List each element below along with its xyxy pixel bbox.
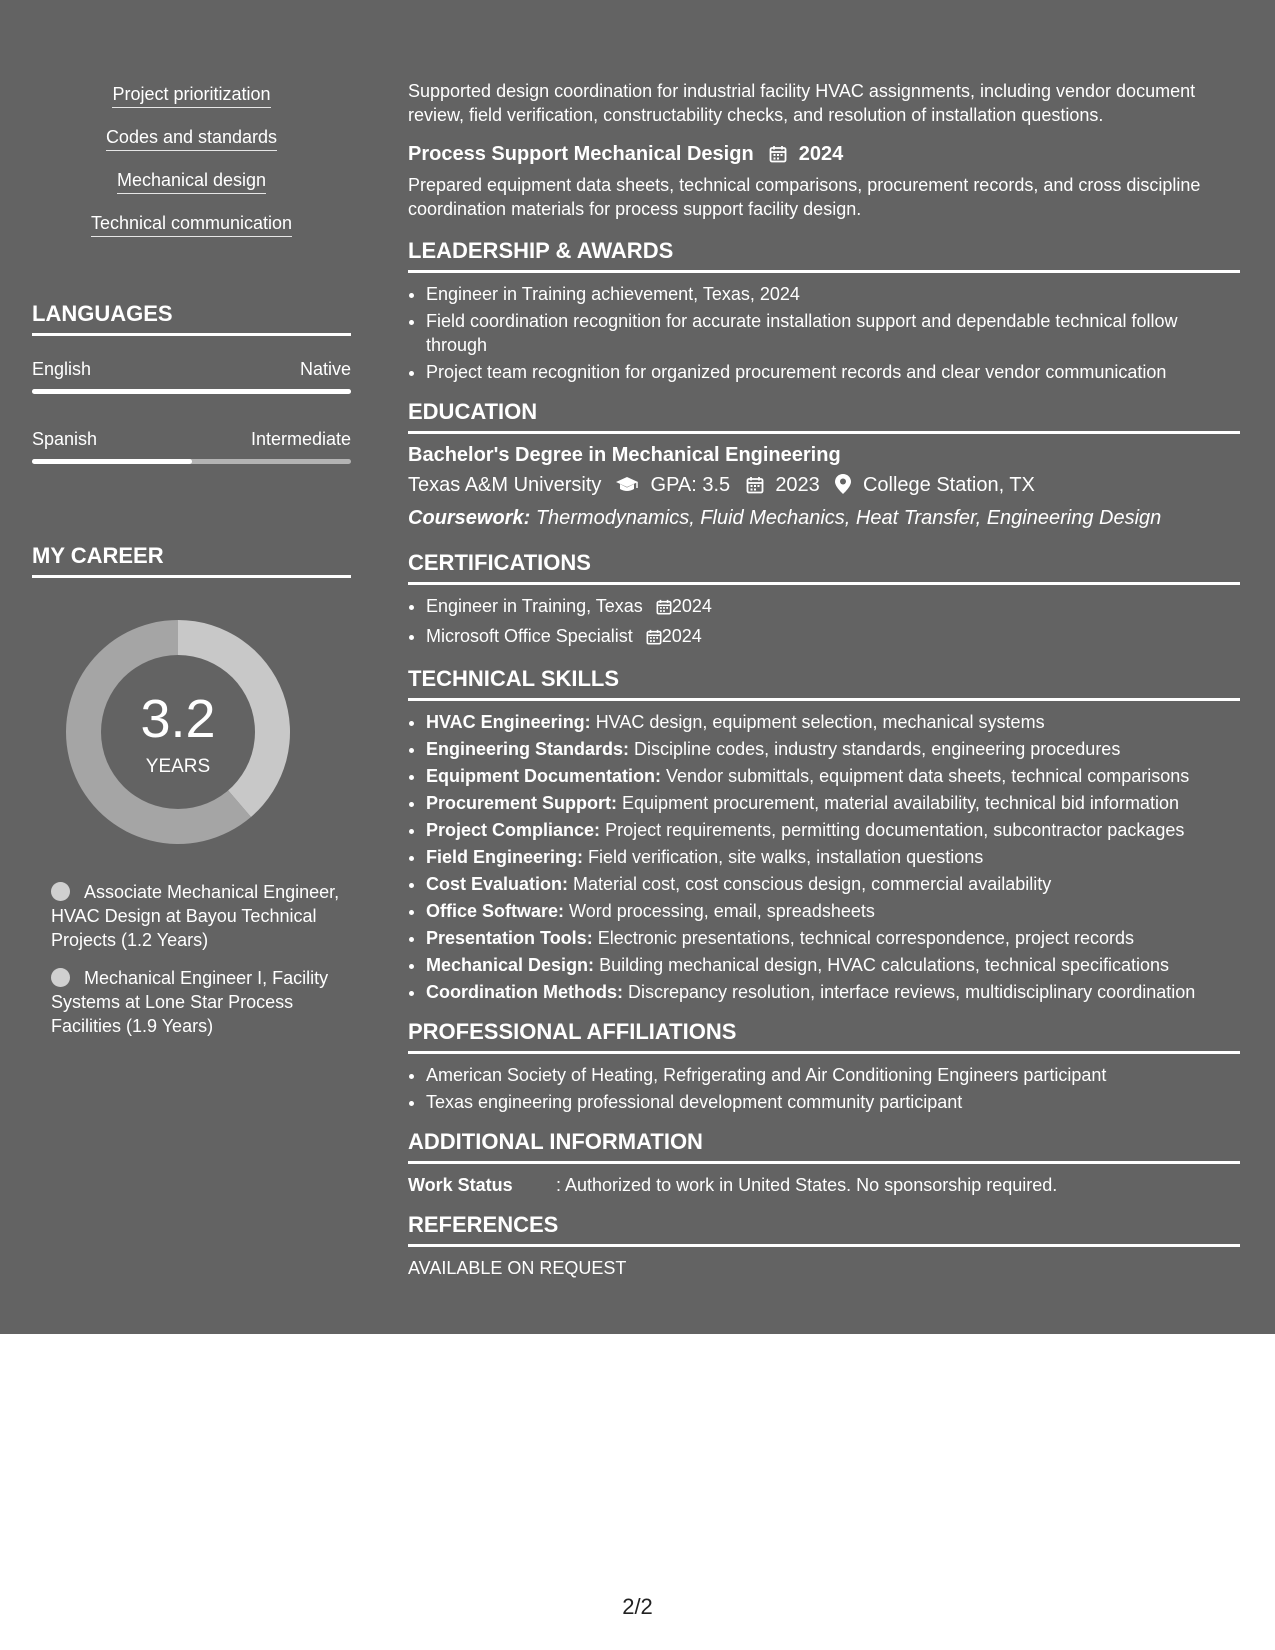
project-description: Prepared equipment data sheets, technical comparisons, procurement records, and cross discipline coordination materials for process support facility design.	[408, 175, 1201, 219]
list-item	[426, 737, 1240, 761]
skill-text: Discrepancy resolution, interface reviews, multidisciplinary coordination	[628, 982, 1196, 1002]
skill-tag: Project prioritization	[112, 84, 270, 108]
career-item-text: Associate Mechanical Engineer, HVAC Design at Bayou Technical Projects (1.2 Years)	[51, 882, 340, 950]
list-item	[426, 872, 1240, 896]
technical-skills-list	[408, 710, 1240, 1004]
skill-label: Presentation Tools:	[426, 928, 593, 948]
skill-text: Discipline codes, industry standards, engineering procedures	[634, 739, 1121, 759]
technical-skills-section	[408, 666, 1240, 1004]
skill-label: Engineering Standards:	[426, 739, 630, 759]
skill-label: Equipment Documentation:	[426, 766, 661, 786]
coursework	[408, 503, 1240, 533]
calendar-icon	[656, 597, 672, 621]
skill-label: Procurement Support:	[426, 793, 618, 813]
language-name: English	[32, 359, 92, 379]
skill-text: Electronic presentations, technical correspondence, project records	[597, 928, 1134, 948]
cert-name: Microsoft Office Specialist	[426, 626, 633, 646]
calendar-icon	[646, 627, 662, 651]
list-item	[426, 845, 1240, 869]
skill-label: Office Software:	[426, 901, 565, 921]
affiliations-list	[408, 1063, 1240, 1114]
additional-info-heading: ADDITIONAL INFORMATION	[408, 1129, 1240, 1164]
language-bar	[32, 459, 351, 464]
project-year: 2024	[798, 143, 844, 165]
location-pin-icon	[835, 473, 851, 503]
list-item: • Engineer in Training achievement, Texas, 2024	[426, 282, 1240, 306]
skill-tag: Technical communication	[91, 213, 292, 237]
education-heading: EDUCATION	[408, 399, 1240, 434]
skill-label: Cost Evaluation:	[426, 874, 569, 894]
project-title: Process Support Mechanical Design	[408, 143, 754, 165]
career-heading: MY CAREER	[32, 543, 351, 578]
skill-tag: Mechanical design	[117, 170, 266, 194]
skill-text: Building mechanical design, HVAC calculations, technical specifications	[599, 955, 1170, 975]
career-list	[51, 880, 351, 1052]
graduation-cap-icon	[615, 473, 639, 503]
gpa: GPA: 3.5	[650, 474, 731, 496]
skill-label: Mechanical Design:	[426, 955, 595, 975]
skill-text: Vendor submittals, equipment data sheets, technical comparisons	[666, 766, 1190, 786]
school: Texas A&M University	[408, 474, 602, 496]
list-item: • Project team recognition for organized procurement records and clear vendor communication	[426, 360, 1240, 384]
language-level: Native	[299, 359, 351, 379]
language-bar	[32, 389, 351, 394]
skill-text: HVAC design, equipment selection, mechanical systems	[595, 712, 1045, 732]
work-status-label: Work Status	[408, 1175, 513, 1195]
references-text: AVAILABLE ON REQUEST	[408, 1258, 627, 1278]
list-item: • Texas engineering professional development community participant	[426, 1090, 1240, 1114]
skill-tag: Codes and standards	[106, 127, 277, 151]
leadership-section	[408, 238, 1240, 384]
list-item	[426, 710, 1240, 734]
leadership-list	[408, 282, 1240, 384]
list-item	[426, 926, 1240, 950]
career-item	[51, 966, 351, 1038]
career-dot-icon	[51, 968, 70, 987]
skill-text: Project requirements, permitting documentation, subcontractor packages	[605, 820, 1185, 840]
skill-text: Word processing, email, spreadsheets	[569, 901, 875, 921]
work-status-value: : Authorized to work in United States. No sponsorship required.	[556, 1175, 1058, 1195]
skill-text: Material cost, cost conscious design, commercial availability	[573, 874, 1052, 894]
language-bar-fill	[32, 389, 351, 394]
calendar-icon	[746, 473, 764, 503]
career-item-text: Mechanical Engineer I, Facility Systems at Lone Star Process Facilities (1.9 Years)	[51, 968, 329, 1036]
skill-label: Field Engineering:	[426, 847, 584, 867]
skill-label: Project Compliance:	[426, 820, 601, 840]
career-item	[51, 880, 351, 952]
technical-skills-heading: TECHNICAL SKILLS	[408, 666, 1240, 701]
list-item: • American Society of Heating, Refrigerating and Air Conditioning Engineers participant	[426, 1063, 1240, 1087]
graduation-year: 2023	[775, 474, 820, 496]
certifications-heading: CERTIFICATIONS	[408, 550, 1240, 585]
career-total: 3.2	[140, 689, 216, 749]
references-heading: REFERENCES	[408, 1212, 1240, 1247]
main-flow	[408, 79, 1240, 1280]
affiliations-section	[408, 1019, 1240, 1114]
language-name: Spanish	[32, 429, 98, 449]
coursework-label: Coursework:	[408, 507, 531, 529]
work-status-row	[408, 1173, 1240, 1197]
career-dot-icon	[51, 882, 70, 901]
list-item	[426, 791, 1240, 815]
intro-paragraph: Supported design coordination for industrial facility HVAC assignments, including vendor document review, field verification, constructability checks, and resolution of installation questions.	[408, 81, 1196, 125]
coursework-list: Thermodynamics, Fluid Mechanics, Heat Transfer, Engineering Design	[535, 507, 1162, 529]
list-item	[426, 594, 1240, 621]
language-bar-fill	[32, 459, 192, 464]
skill-text: Field verification, site walks, installation questions	[588, 847, 984, 867]
calendar-icon	[769, 144, 787, 170]
cert-name: Engineer in Training, Texas	[426, 596, 643, 616]
project-title-row	[408, 141, 1240, 170]
page-number: 2/2	[622, 1594, 653, 1619]
skill-list	[32, 84, 351, 256]
language-level: Intermediate	[250, 429, 351, 449]
affiliations-heading: PROFESSIONAL AFFILIATIONS	[408, 1019, 1240, 1054]
cert-year: 2024	[661, 626, 702, 646]
school-location: College Station, TX	[862, 474, 1035, 496]
references-section	[408, 1212, 1240, 1280]
list-item: • Field coordination recognition for accurate installation support and dependable technical follow through	[426, 309, 1240, 357]
languages-heading: LANGUAGES	[32, 301, 351, 336]
project-entry	[408, 141, 1240, 221]
leadership-heading: LEADERSHIP & AWARDS	[408, 238, 1240, 273]
list-item	[426, 899, 1240, 923]
skill-label: Coordination Methods:	[426, 982, 623, 1002]
cert-year: 2024	[671, 596, 712, 616]
additional-info-section	[408, 1129, 1240, 1197]
list-item	[426, 953, 1240, 977]
skill-label: HVAC Engineering:	[426, 712, 591, 732]
certifications-list	[408, 594, 1240, 651]
list-item	[426, 980, 1240, 1004]
education-section	[408, 399, 1240, 533]
career-unit: YEARS	[145, 756, 211, 777]
skill-text: Equipment procurement, material availability, technical bid information	[622, 793, 1179, 813]
degree: Bachelor's Degree in Mechanical Engineering	[408, 444, 841, 466]
list-item	[426, 818, 1240, 842]
list-item	[426, 764, 1240, 788]
career-donut-chart	[66, 620, 290, 844]
certifications-section	[408, 550, 1240, 651]
education-details	[408, 470, 1240, 503]
list-item	[426, 624, 1240, 651]
